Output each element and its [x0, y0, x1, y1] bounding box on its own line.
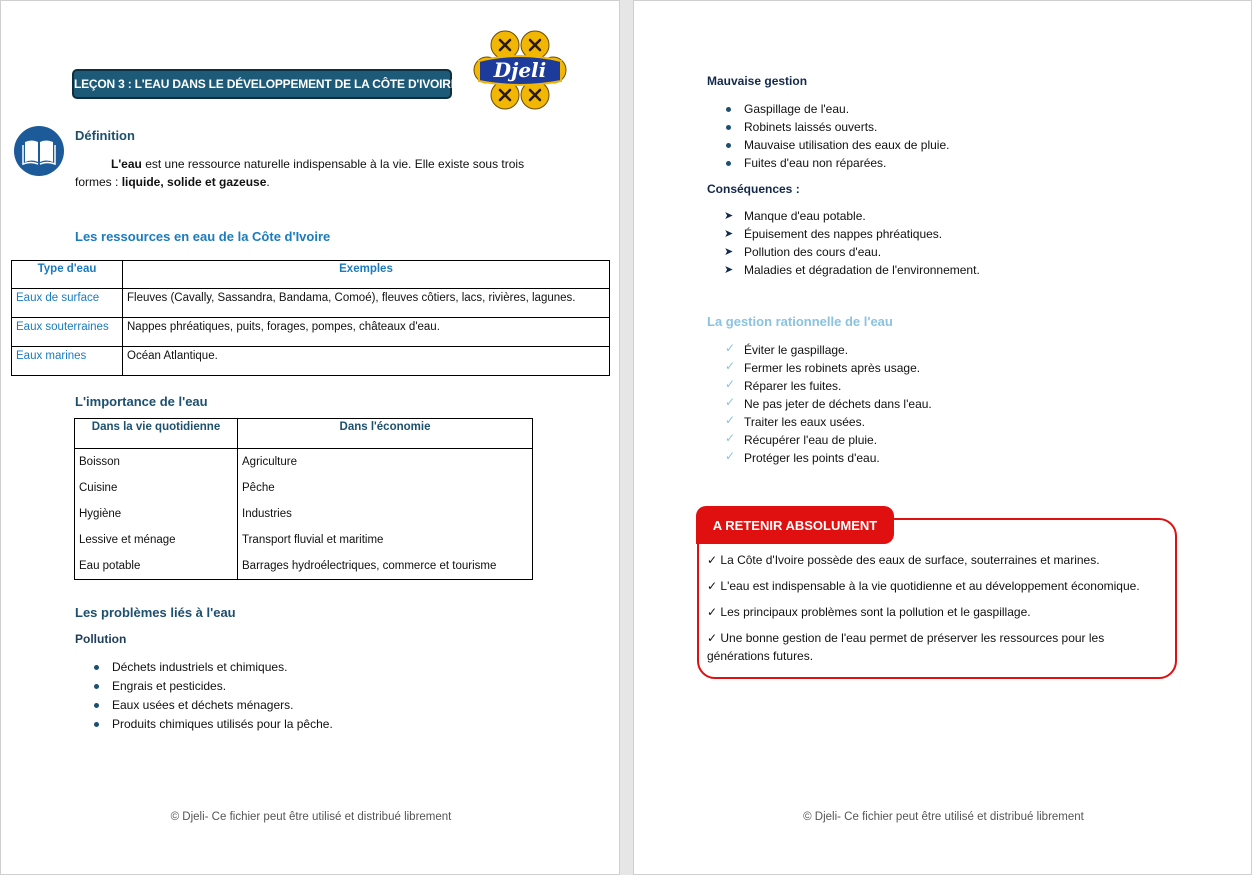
table-row [75, 449, 533, 476]
daily-use: Hygiène [75, 501, 238, 527]
definition-forms: liquide, solide et gazeuse [121, 175, 267, 189]
table-header: Dans l'économie [238, 419, 533, 449]
bad-management-heading: Mauvaise gestion [707, 74, 808, 88]
list-item: Déchets industriels et chimiques. [74, 658, 333, 676]
rational-list [706, 341, 932, 467]
list-item: Robinets laissés ouverts. [706, 118, 949, 136]
definition-text [75, 155, 545, 191]
problems-heading: Les problèmes liés à l'eau [75, 605, 236, 620]
water-type: Eaux souterraines [12, 318, 123, 347]
retenir-item: ✓ Une bonne gestion de l'eau permet de préserver les ressources pour les générations futures. [707, 631, 1105, 663]
rational-heading: La gestion rationnelle de l'eau [707, 314, 893, 329]
economic-use: Industries [238, 501, 533, 527]
economic-use: Transport fluvial et maritime [238, 527, 533, 553]
retenir-item: ✓ Les principaux problèmes sont la pollution et le gaspillage. [707, 605, 1031, 619]
retenir-title: A RETENIR ABSOLUMENT [696, 506, 894, 544]
logo-text: Djeli [493, 58, 547, 82]
table-row [75, 501, 533, 527]
page-footer: © Djeli- Ce fichier peut être utilisé et distribué librement [803, 811, 1084, 823]
daily-use: Cuisine [75, 475, 238, 501]
list-item: Engrais et pesticides. [74, 677, 333, 695]
definition-body: est une ressource naturelle indispensable à la vie. Elle existe sous trois formes : [75, 157, 525, 189]
definition-term: L'eau [111, 157, 142, 171]
table-header: Exemples [123, 261, 610, 289]
list-item: Produits chimiques utilisés pour la pêche. [74, 715, 333, 733]
list-item: ✓ Fermer les robinets après usage. [706, 359, 932, 377]
economic-use: Agriculture [238, 449, 533, 476]
water-type: Eaux de surface [12, 289, 123, 318]
definition-end: . [266, 175, 270, 189]
consequences-heading: Conséquences : [707, 182, 800, 196]
table-row [12, 289, 610, 318]
list-item: ✓ Éviter le gaspillage. [706, 341, 932, 359]
list-item: ✓ Réparer les fuites. [706, 377, 932, 395]
table-row [12, 318, 610, 347]
list-item: ➤ Manque d'eau potable. [706, 207, 980, 225]
list-item: ✓ Récupérer l'eau de pluie. [706, 431, 932, 449]
resources-heading: Les ressources en eau de la Côte d'Ivoire [75, 229, 331, 244]
daily-use: Boisson [75, 449, 238, 476]
definition-heading: Définition [75, 128, 135, 143]
importance-heading: L'importance de l'eau [75, 394, 208, 409]
table-row [75, 527, 533, 553]
list-item: Mauvaise utilisation des eaux de pluie. [706, 136, 949, 154]
consequences-list [706, 207, 980, 279]
resources-table [11, 260, 610, 376]
djeli-logo [471, 29, 569, 113]
list-item: ➤ Épuisement des nappes phréatiques. [706, 225, 980, 243]
bad-management-list [706, 100, 949, 172]
lesson-title: LEÇON 3 : L'EAU DANS LE DÉVELOPPEMENT DE LA CÔTE D'IVOIRE [72, 69, 452, 99]
list-item: ➤ Maladies et dégradation de l'environnement. [706, 261, 980, 279]
pollution-heading: Pollution [75, 632, 127, 646]
daily-use: Lessive et ménage [75, 527, 238, 553]
list-item: ✓ Protéger les points d'eau. [706, 449, 932, 467]
table-row [75, 475, 533, 501]
book-icon [14, 126, 64, 176]
economic-use: Barrages hydroélectriques, commerce et tourisme [238, 553, 533, 580]
water-examples: Nappes phréatiques, puits, forages, pompes, châteaux d'eau. [123, 318, 610, 347]
economic-use: Pêche [238, 475, 533, 501]
retenir-item: ✓ La Côte d'Ivoire possède des eaux de surface, souterraines et marines. [707, 553, 1100, 567]
page-footer: © Djeli- Ce fichier peut être utilisé et distribué librement [170, 811, 452, 823]
list-item: Fuites d'eau non réparées. [706, 154, 949, 172]
daily-use: Eau potable [75, 553, 238, 580]
list-item: Eaux usées et déchets ménagers. [74, 696, 333, 714]
water-examples: Océan Atlantique. [123, 347, 610, 376]
table-header: Dans la vie quotidienne [75, 419, 238, 449]
table-header: Type d'eau [12, 261, 123, 289]
list-item: Gaspillage de l'eau. [706, 100, 949, 118]
table-row [75, 553, 533, 580]
water-examples: Fleuves (Cavally, Sassandra, Bandama, Comoé), fleuves côtiers, lacs, rivières, lagunes. [123, 289, 610, 318]
pollution-list [74, 658, 333, 733]
list-item: ✓ Ne pas jeter de déchets dans l'eau. [706, 395, 932, 413]
document-page-1 [0, 0, 620, 875]
table-row [12, 347, 610, 376]
list-item: ✓ Traiter les eaux usées. [706, 413, 932, 431]
water-type: Eaux marines [12, 347, 123, 376]
retenir-item: ✓ L'eau est indispensable à la vie quotidienne et au développement économique. [707, 579, 1140, 593]
importance-table [74, 418, 533, 580]
list-item: ➤ Pollution des cours d'eau. [706, 243, 980, 261]
